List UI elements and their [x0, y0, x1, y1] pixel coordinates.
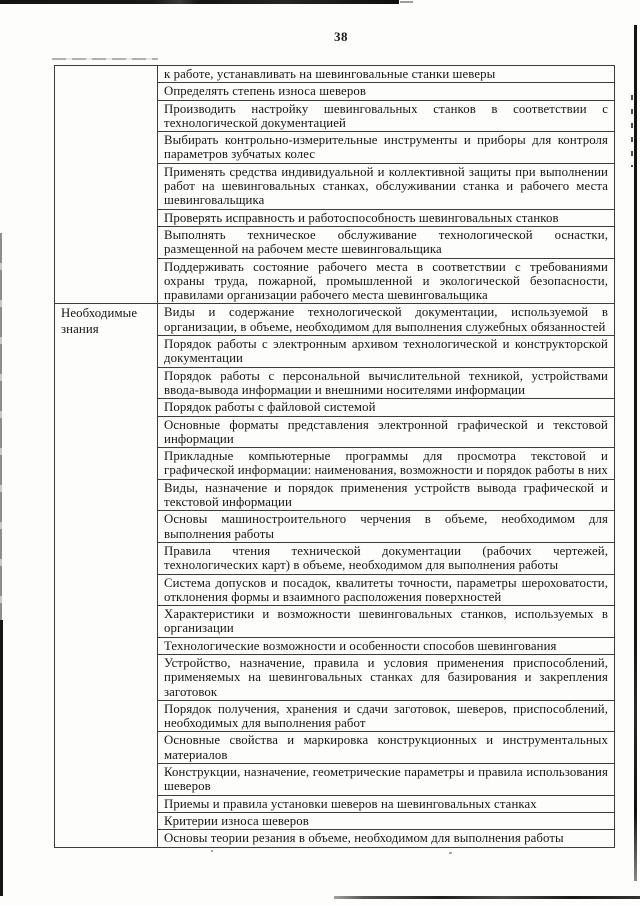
knowledge-cell: Основные форматы представления электронной графической и текстовой информации — [158, 416, 615, 448]
knowledge-cell: Порядок работы с персональной вычислительной техникой, устройствами ввода-вывода информации и внешними носителями информации — [158, 367, 615, 399]
skill-cell: Проверять исправность и работоспособность шевинговальных станков — [158, 209, 615, 226]
requirements-table-body — [55, 66, 615, 848]
skill-cell: Производить настройку шевинговальных станков в соответствии с технологической документацией — [158, 100, 615, 132]
scan-speck — [449, 852, 452, 854]
knowledge-cell: Правила чтения технической документации (рабочих чертежей, технологических карт) в объеме, необходимом для выполнения работы — [158, 542, 615, 574]
scan-artifact-table-stub — [52, 58, 158, 60]
scan-speck — [211, 850, 213, 852]
section-label-cell — [55, 66, 158, 304]
skill-cell: Выбирать контрольно-измерительные инструменты и приборы для контроля параметров зубчатых колес — [158, 132, 615, 164]
knowledge-cell: Основы теории резания в объеме, необходимом для выполнения работы — [158, 830, 615, 847]
knowledge-cell: Приемы и правила установки шеверов на шевинговальных станках — [158, 795, 615, 812]
page-number: 38 — [334, 29, 348, 44]
knowledge-cell: Прикладные компьютерные программы для просмотра текстовой и графической информации: наименования, возможности и порядок работы в них — [158, 448, 615, 480]
scan-artifact-left-edge-gray — [0, 233, 2, 621]
knowledge-cell: Виды и содержание технологической документации, используемой в организации, в объеме, необходимом для выполнения служебных обязанностей — [158, 304, 615, 336]
scan-artifact-top-dash — [400, 1, 413, 3]
knowledge-cell: Критерии износа шеверов — [158, 812, 615, 829]
requirements-table — [54, 65, 615, 848]
knowledge-cell: Технологические возможности и особенности способов шевингования — [158, 637, 615, 654]
scan-artifact-bottom-line — [334, 896, 640, 899]
knowledge-cell: Порядок работы с электронным архивом технологической и конструкторской документации — [158, 336, 615, 368]
knowledge-cell: Порядок работы с файловой системой — [158, 399, 615, 416]
skill-cell: Поддерживать состояние рабочего места в соответствии с требованиями охраны труда, пожарной, промышленной и экологической безопасности, правилами организации рабочего места шевинговальщика — [158, 258, 615, 304]
scan-artifact-right-ticks — [631, 95, 633, 167]
knowledge-cell: Устройство, назначение, правила и условия применения приспособлений, применяемых на шевинговальных станках для базирования и закрепления заготовок — [158, 654, 615, 700]
knowledge-cell: Основы машиностроительного черчения в объеме, необходимом для выполнения работы — [158, 511, 615, 543]
scan-artifact-right-edge — [634, 25, 637, 881]
scan-artifact-left-edge-black — [0, 620, 3, 896]
knowledge-cell: Основные свойства и маркировка конструкционных и инструментальных материалов — [158, 732, 615, 764]
skill-cell: Определять степень износа шеверов — [158, 83, 615, 100]
skill-cell: к работе, устанавливать на шевинговальные станки шеверы — [158, 66, 615, 83]
knowledge-cell: Характеристики и возможности шевинговальных станков, используемых в организации — [158, 606, 615, 638]
section-label-cell: Необходимые знания — [55, 304, 158, 847]
knowledge-cell: Конструкции, назначение, геометрические параметры и правила использования шеверов — [158, 764, 615, 796]
scan-artifact-top-bar — [0, 0, 399, 4]
skill-cell: Применять средства индивидуальной и коллективной защиты при выполнении работ на шевинговальных станках, обслуживании станка и рабочего места шевинговальщика — [158, 163, 615, 209]
skill-cell: Выполнять техническое обслуживание технологической оснастки, размещенной на рабочем месте шевинговальщика — [158, 226, 615, 258]
table-row — [55, 66, 615, 83]
knowledge-cell: Порядок получения, хранения и сдачи заготовок, шеверов, приспособлений, необходимых для выполнения работ — [158, 700, 615, 732]
knowledge-cell: Виды, назначение и порядок применения устройств вывода графической и текстовой информации — [158, 479, 615, 511]
table-row — [55, 304, 615, 336]
knowledge-cell: Система допусков и посадок, квалитеты точности, параметры шероховатости, отклонения формы и взаимного расположения поверхностей — [158, 574, 615, 606]
